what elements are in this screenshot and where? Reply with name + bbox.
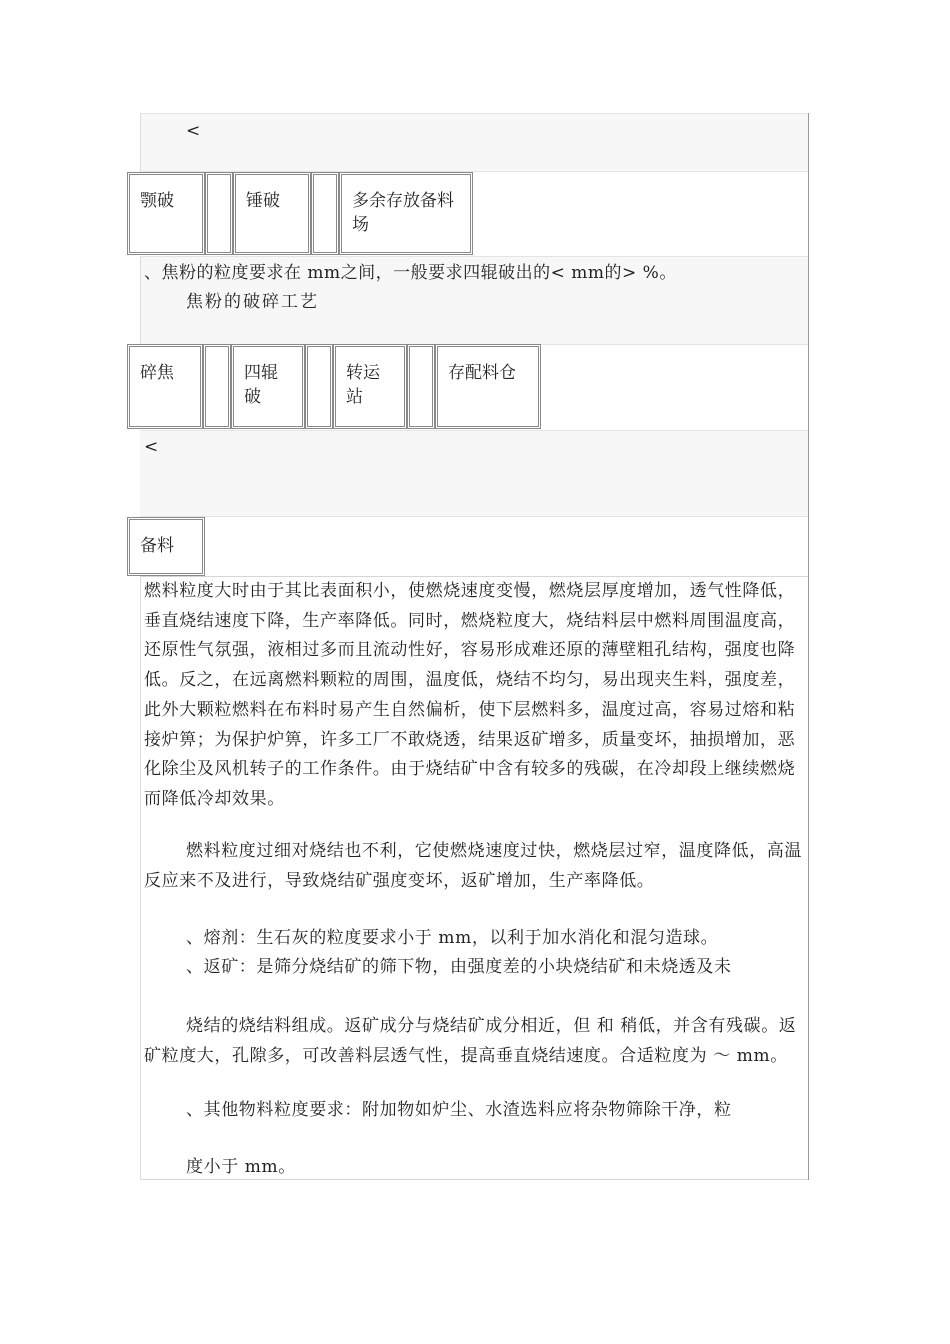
- flow-row-1: [127, 172, 473, 255]
- left-border-c: [140, 576, 141, 1180]
- flow-box-four-roll-crusher: 四辊破: [231, 344, 305, 429]
- shade-band-3: [140, 430, 808, 517]
- flux-requirement: 、熔剂：生石灰的粒度要求小于 mm，以利于加水消化和混匀造球。: [186, 928, 719, 948]
- flow-box-batching-bin: 存配料仓: [435, 344, 541, 429]
- coke-size-requirement: 、焦粉的粒度要求在 mm之间，一般要求四辊破出的< mm的> %。: [144, 263, 677, 283]
- body-paragraph-1: [144, 577, 808, 815]
- fuel-coarse-effects: 燃料粒度大时由于其比表面积小，使燃烧速度变慢，燃烧层厚度增加，透气性降低，垂直烧结速度下降，生产率降低。同时，燃烧粒度大，烧结料层中燃料周围温度高，还原性气氛强，液相过多而且流动性好，容易形成难还原的薄壁粗孔结构，强度也降低。反之，在远离燃料颗粒的周围，温度低，烧结不均匀，易出现夹生料，强度差，此外大颗粒燃料在布料时易产生自然偏析，使下层燃料多，温度过高，容易过熔和粘接炉箅；为保护炉箅，许多工厂不敢烧透，结果返矿增多，质量变坏，抽损增加，恶化除尘及风机转子的工作条件。由于烧结矿中含有较多的残碳，在冷却段上继续燃烧而降低冷却效果。: [144, 581, 796, 809]
- flow-connector: [205, 172, 233, 255]
- less-than-symbol-2: <: [144, 437, 159, 457]
- return-fines-description: 烧结的烧结料组成。返矿成分与烧结矿成分相近，但 和 稍低，并含有残碳。返矿粒度大，孔隙多，可改善料层透气性，提高垂直烧结速度。合适粒度为 ～ mm。: [144, 1016, 797, 1066]
- flow-connector: [305, 344, 333, 429]
- left-border-a: [140, 113, 141, 173]
- return-fines-line: 、返矿：是筛分烧结矿的筛下物，由强度差的小块烧结矿和未烧透及未: [186, 957, 732, 977]
- return-fines-paragraph: [144, 1012, 808, 1071]
- flow-box-hammer-crusher: 锤破: [233, 172, 311, 255]
- flow-box-storage-yard: 多余存放备料场: [339, 172, 473, 255]
- flow-connector: [203, 344, 231, 429]
- right-border: [808, 113, 809, 1180]
- rule-bottom-body: [140, 1179, 808, 1180]
- other-materials-size: 度小于 mm。: [186, 1157, 296, 1177]
- flow-box-transfer-station: 转运站: [333, 344, 407, 429]
- shade-band-1: [140, 113, 808, 172]
- flow-box-crushed-coke: 碎焦: [127, 344, 203, 429]
- flow-row-3: [127, 517, 205, 576]
- coke-crushing-process-title: 焦粉的破碎工艺: [186, 292, 319, 312]
- left-border-b: [140, 256, 141, 346]
- less-than-symbol-1: <: [186, 121, 201, 141]
- flow-row-2: [127, 344, 541, 429]
- body-paragraph-2: [144, 837, 808, 896]
- flow-box-jaw-crusher: 颚破: [127, 172, 205, 255]
- flow-connector: [311, 172, 339, 255]
- other-materials-line: 、其他物料粒度要求：附加物如炉尘、水渣选料应将杂物筛除干净，粒: [186, 1100, 732, 1120]
- flow-connector: [407, 344, 435, 429]
- fuel-fine-effects: 燃料粒度过细对烧结也不利，它使燃烧速度过快，燃烧层过窄，温度降低，高温反应来不及进行，导致烧结矿强度变坏，返矿增加，生产率降低。: [144, 841, 802, 891]
- flow-box-preparation: 备料: [127, 517, 205, 576]
